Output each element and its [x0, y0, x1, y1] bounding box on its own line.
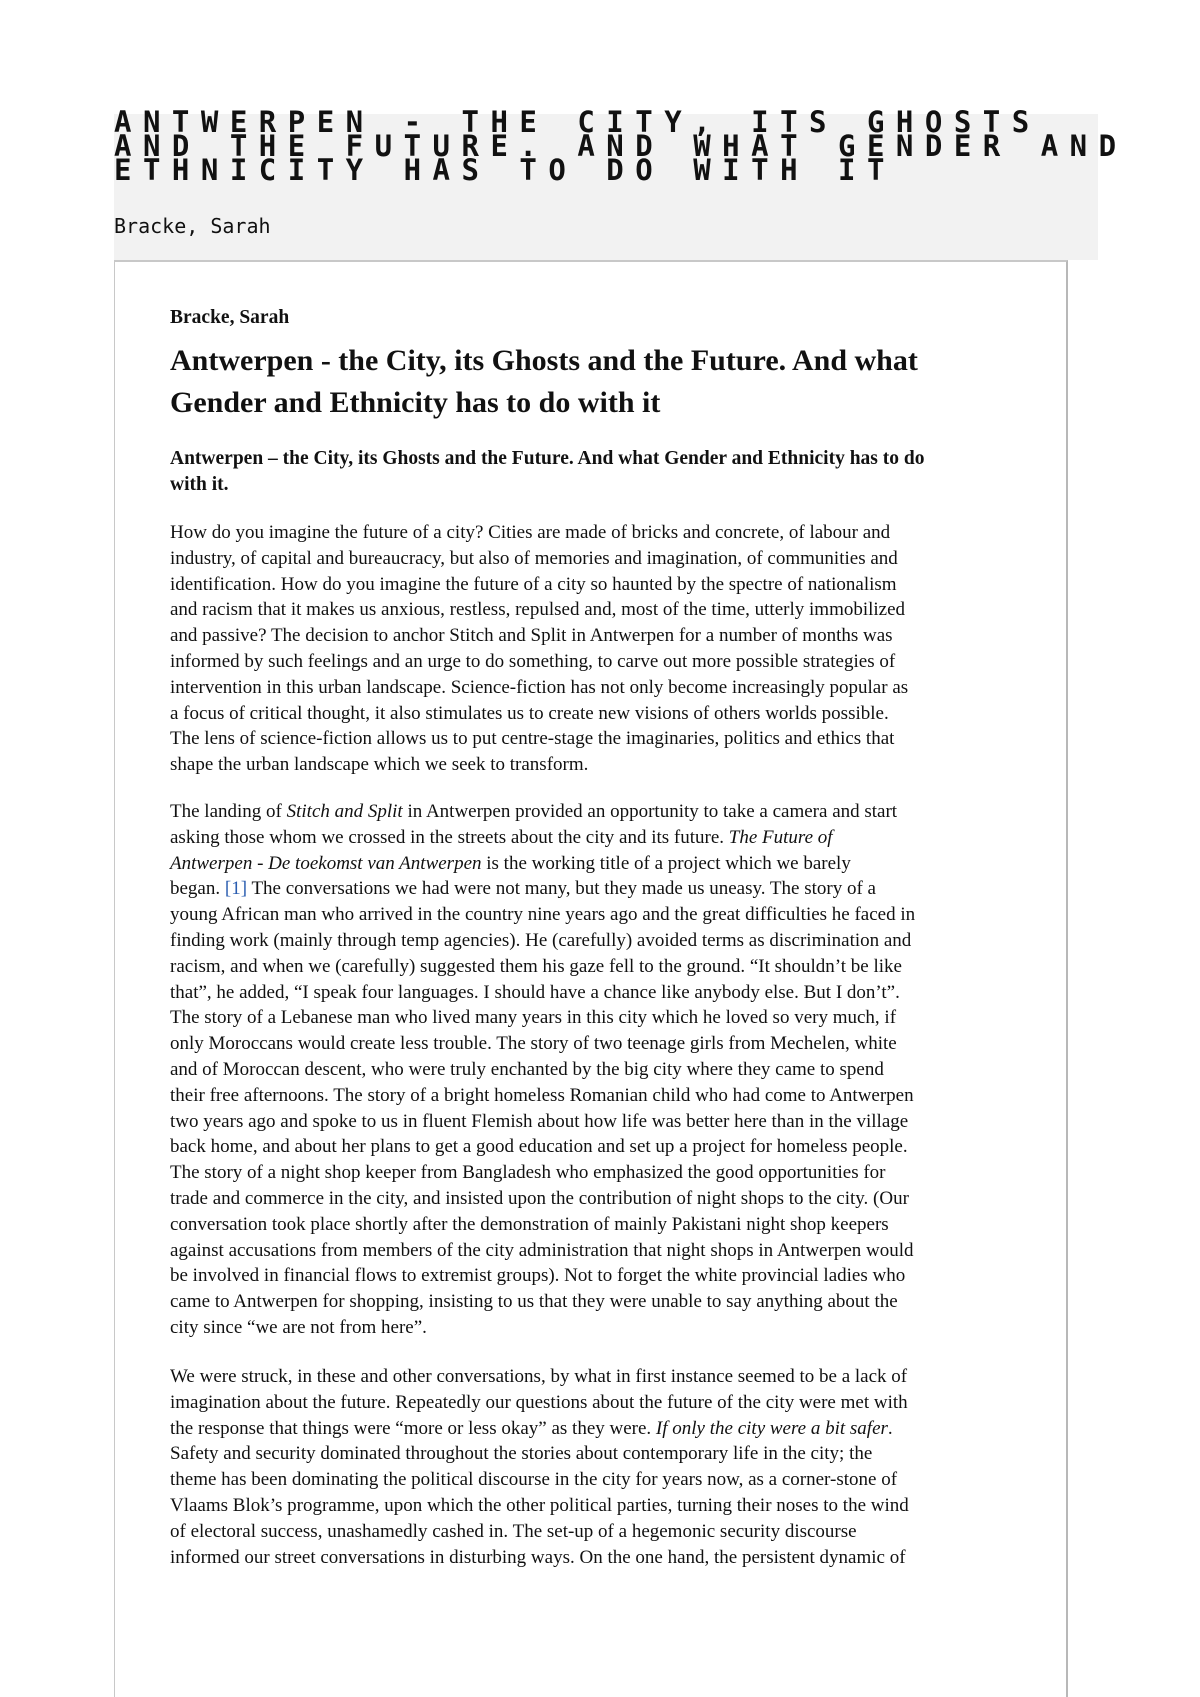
paragraph-line: city since “we are not from here”. — [170, 1316, 427, 1338]
document-author: Bracke, Sarah — [114, 214, 271, 238]
paragraph-line: We were struck, in these and other conversations, by what in first instance seemed to be a lack of — [170, 1366, 908, 1387]
paragraph-intro — [170, 520, 1022, 778]
paragraph-line: The story of a Lebanese man who lived many years in this city which he loved so very much, if — [170, 1007, 897, 1029]
article-subtitle-line: Antwerpen – the City, its Ghosts and the Future. And what Gender and Ethnicity has to do — [170, 448, 925, 469]
text-run: began. — [170, 878, 225, 900]
italic-text: If only the city were a bit safer — [655, 1417, 888, 1439]
paragraph-line: finding work (mainly through temp agencies). He (carefully) avoided terms as discrimination and — [170, 929, 912, 951]
paragraph-line: informed by such feelings and an urge to do something, to carve out more possible strategies of — [170, 650, 896, 672]
article-byline: Bracke, Sarah — [170, 307, 290, 328]
paragraph-line: back home, and about her plans to get a good education and set up a project for homeless people. — [170, 1136, 908, 1158]
paragraph-line: came to Antwerpen for shopping, insisting to us that they were unable to say anything about the — [170, 1291, 898, 1313]
paragraph-line — [170, 1416, 1022, 1442]
text-run: The conversations we had were not many, but they made us uneasy. The story of a — [247, 878, 876, 900]
document-title-line: ANTWERPEN - THE CITY, ITS GHOSTS — [114, 105, 1041, 139]
paragraph-line: and of Moroccan descent, who were truly enchanted by the big city where they came to spend — [170, 1058, 884, 1080]
paragraph-security — [170, 1364, 1022, 1570]
paragraph-line: industry, of capital and bureaucracy, but also of memories and imagination, of communities and — [170, 547, 898, 569]
footnote-link[interactable]: [1] — [224, 878, 248, 900]
paragraph-stories — [170, 799, 1022, 1341]
text-run: in Antwerpen provided an opportunity to take a camera and start — [402, 801, 898, 822]
paragraph-line: identification. How do you imagine the future of a city so haunted by the spectre of nationalism — [170, 573, 897, 595]
paragraph-line: trade and commerce in the city, and insisted upon the contribution of night shops to the city. (Our — [170, 1187, 909, 1209]
paragraph-line: How do you imagine the future of a city? Cities are made of bricks and concrete, of labour and — [170, 522, 891, 543]
paragraph-line: against accusations from members of the city administration that night shops in Antwerpen would — [170, 1239, 914, 1261]
italic-text: Antwerpen - De toekomst van Antwerpen — [170, 852, 482, 874]
paragraph-line: a focus of critical thought, it also stimulates us to create new visions of others worlds possible. — [170, 702, 889, 724]
paragraph-line — [170, 876, 1022, 902]
article-subtitle-line: with it. — [170, 474, 229, 495]
paragraph-line: that”, he added, “I speak four languages. I should have a chance like anybody else. But I don’t”. — [170, 981, 900, 1003]
article-title-line: Antwerpen - the City, its Ghosts and the Future. And what — [170, 344, 918, 377]
article-title-line: Gender and Ethnicity has to do with it — [170, 386, 661, 419]
paragraph-line: be involved in financial flows to extremist groups). Not to forget the white provincial ladies who — [170, 1265, 906, 1287]
paragraph-line: Safety and security dominated throughout the stories about contemporary life in the city; the — [170, 1443, 873, 1465]
italic-text: The Future of — [728, 826, 833, 848]
text-run: is the working title of a project which we barely — [481, 852, 851, 874]
italic-text: Stitch and Split — [286, 801, 403, 822]
paragraph-line: The story of a night shop keeper from Bangladesh who emphasized the good opportunities for — [170, 1162, 886, 1184]
paragraph-line: informed our street conversations in disturbing ways. On the one hand, the persistent dynamic of — [170, 1546, 906, 1568]
article-container — [114, 260, 1068, 1697]
paragraph-line: The lens of science-fiction allows us to put centre-stage the imaginaries, politics and ethics that — [170, 728, 895, 750]
paragraph-line: imagination about the future. Repeatedly our questions about the future of the city were met with — [170, 1391, 908, 1413]
document-title — [114, 105, 1128, 187]
document-title-line: ETHNICITY HAS TO DO WITH IT — [114, 153, 896, 187]
paragraph-line: intervention in this urban landscape. Science-fiction has not only become increasingly popular as — [170, 676, 909, 698]
text-run: . — [887, 1417, 893, 1439]
article-title — [170, 340, 1022, 424]
article-subtitle — [170, 446, 1022, 498]
paragraph-line: and passive? The decision to anchor Stitch and Split in Antwerpen for a number of months was — [170, 625, 893, 647]
document-title-line: AND THE FUTURE. AND WHAT GENDER AND — [114, 129, 1128, 163]
text-run: The landing of — [170, 801, 287, 822]
paragraph-line: conversation took place shortly after the demonstration of mainly Pakistani night shop keepers — [170, 1213, 889, 1235]
paragraph-line: their free afternoons. The story of a bright homeless Romanian child who had come to Antwerpen — [170, 1084, 914, 1106]
paragraph-line: two years ago and spoke to us in fluent Flemish about how life was better here than in the village — [170, 1110, 909, 1132]
paragraph-line: shape the urban landscape which we seek to transform. — [170, 754, 589, 776]
text-run: the response that things were “more or less okay” as they were. — [170, 1417, 656, 1439]
paragraph-line: of electoral success, unashamedly cashed in. The set-up of a hegemonic security discourse — [170, 1520, 857, 1542]
text-run: asking those whom we crossed in the streets about the city and its future. — [170, 826, 729, 848]
paragraph-line: young African man who arrived in the country nine years ago and the great difficulties he faced in — [170, 904, 916, 926]
paragraph-line: racism, and when we (carefully) suggested them his gaze fell to the ground. “It shouldn’t be like — [170, 955, 902, 977]
paragraph-line: Vlaams Blok’s programme, upon which the other political parties, turning their noses to the wind — [170, 1494, 909, 1516]
paragraph-line — [170, 799, 1022, 825]
paragraph-line: and racism that it makes us anxious, restless, repulsed and, most of the time, utterly immobilized — [170, 599, 906, 621]
paragraph-line — [170, 851, 1022, 877]
paragraph-line — [170, 825, 1022, 851]
paragraph-line: only Moroccans would create less trouble. The story of two teenage girls from Mechelen, white — [170, 1033, 897, 1055]
paragraph-line: theme has been dominating the political discourse in the city for years now, as a corner-stone of — [170, 1469, 898, 1491]
